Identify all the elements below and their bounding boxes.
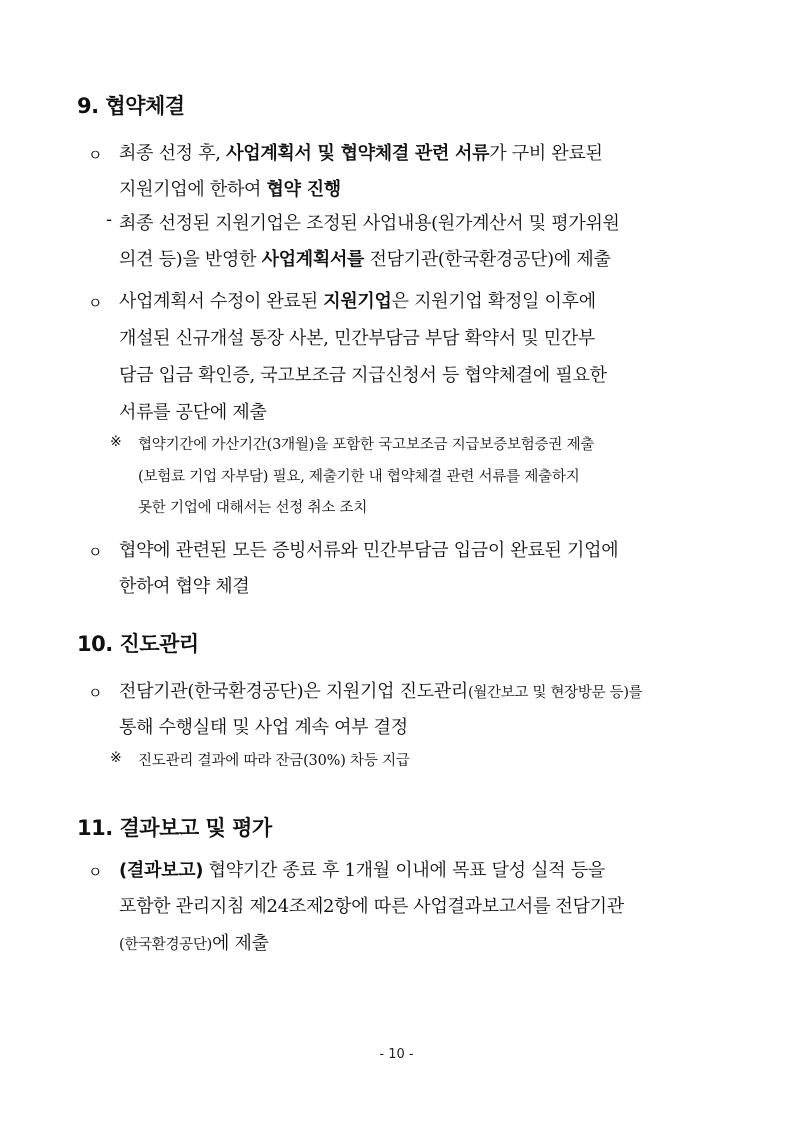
note-mark: ※: [110, 434, 122, 450]
section-11-heading: 11. 결과보고 및 평가: [77, 816, 272, 840]
paragraph-line: 의견 등)을 반영한 사업계획서를 전담기관(한국환경공단)에 제출: [119, 249, 611, 270]
paragraph-line: 통해 수행실태 및 사업 계속 여부 결정: [119, 717, 408, 738]
paragraph-line: 서류를 공단에 제출: [119, 402, 267, 423]
paragraph-line: 협약에 관련된 모든 증빙서류와 민간부담금 입금이 완료된 기업에: [119, 540, 619, 561]
note-line: 협약기간에 가산기간(3개월)을 포함한 국고보조금 지급보증보험증권 제출: [138, 437, 595, 453]
paragraph-line: 한하여 협약 체결: [119, 576, 250, 597]
note-line: (보험료 기업 자부담) 필요, 제출기한 내 협약체결 관련 서류를 제출하지: [138, 469, 580, 485]
bullet-circle: ㅇ: [88, 294, 103, 312]
paragraph-line: 포함한 관리지침 제24조제2항에 따른 사업결과보고서를 전담기관: [119, 896, 624, 917]
paragraph-line: 개설된 신규개설 통장 사본, 민간부담금 부담 확약서 및 민간부: [119, 328, 595, 349]
bullet-circle: ㅇ: [88, 543, 103, 561]
bullet-circle: ㅇ: [88, 863, 103, 881]
note-line: 진도관리 결과에 따라 잔금(30%) 차등 지급: [138, 753, 410, 769]
paragraph-line: 담금 입금 확인증, 국고보조금 지급신청서 등 협약체결에 필요한: [119, 365, 607, 386]
paragraph-line: (한국환경공단)에 제출: [119, 933, 269, 954]
paragraph-line: (결과보고) 협약기간 종료 후 1개월 이내에 목표 달성 실적 등을: [119, 860, 605, 881]
dash-marker: -: [106, 209, 113, 230]
paragraph-line: 사업계획서 수정이 완료된 지원기업은 지원기업 확정일 이후에: [119, 291, 596, 312]
paragraph-line: 최종 선정된 지원기업은 조정된 사업내용(원가계산서 및 평가위원: [119, 213, 620, 234]
paragraph-line: 전담기관(한국환경공단)은 지원기업 진도관리(월간보고 및 현장방문 등)를: [119, 681, 643, 702]
paragraph-line: 최종 선정 후, 사업계획서 및 협약체결 관련 서류가 구비 완료된: [119, 143, 603, 164]
section-9-heading: 9. 협약체결: [77, 94, 185, 118]
paragraph-line: 지원기업에 한하여 협약 진행: [119, 179, 341, 200]
bullet-circle: ㅇ: [88, 146, 103, 164]
section-10-heading: 10. 진도관리: [77, 632, 199, 656]
page-number: - 10 -: [379, 1047, 414, 1062]
bullet-circle: ㅇ: [88, 684, 103, 702]
note-mark: ※: [110, 750, 122, 766]
note-line: 못한 기업에 대해서는 선정 취소 조치: [138, 500, 368, 516]
